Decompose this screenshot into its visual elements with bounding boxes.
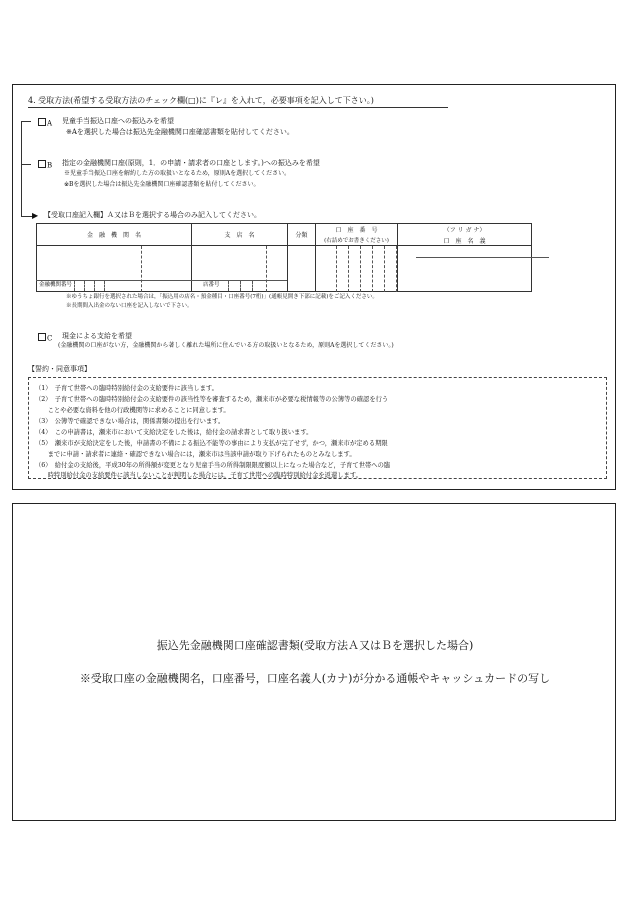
bank-name-header: 金 融 機 関 名 [37,224,192,246]
number-digit-divider [384,246,385,292]
number-digit-divider [372,246,373,292]
pledge-item: （1） 子育て世帯への臨時特別給付金の支給要件に該当します。 [35,385,218,392]
account-entry-title: 【受取口座記入欄】Ａ又はＢを選択する場合のみ記入してください。 [44,211,261,219]
account-holder-header [398,224,532,246]
branch-code-label: 店番号 [203,282,220,288]
branch-code-digit-divider [240,281,241,291]
option-a-row [38,118,52,128]
furigana-row-line [416,257,549,258]
bank-code-label: 金融機関番号 [39,282,73,288]
account-holder-label: 口 座 名 義 [443,237,486,245]
pledge-item: （4） この申請書は，瀬来市において支給決定をした後は，給付金の請求書として取り扱います。 [35,429,313,436]
pledge-item: 時特別給付金の支給要件に該当しないことが判明した場合には，子育て世帯への臨時特別給付金を返還します。 [35,472,362,479]
option-c-checkbox[interactable] [38,333,46,341]
option-b-checkbox[interactable] [38,160,46,168]
option-b-row [38,160,52,170]
pledge-box [28,377,607,479]
attachment-instructions: ※受取口座の金融機関名，口座番号，口座名義人(カナ)が分かる通帳やキャッシュカードの写し [79,672,551,685]
bank-code-digit-divider [94,281,95,291]
option-a-label: A [47,119,53,128]
option-c-note: (金融機関の口座がない方，金融機関から著しく離れた場所に住んでいる方の取扱いとなるため，原則Aを選択してください。) [58,342,394,349]
branch-field-divider [266,246,267,292]
option-b-note-1: ※児童手当振込口座を解約した方の取扱いとなるため，原則Aを選択してください。 [64,170,291,177]
branch-code-digit-divider [228,281,229,291]
pledge-item: （3） 公簿等で確認できない場合は，関係書類の提出を行います。 [35,418,225,425]
account-number-header-label: 口 座 番 号 [335,227,378,234]
option-c-title: 現金による支給を希望 [62,332,132,340]
number-digit-divider [336,246,337,292]
branch-name-header: 支 店 名 [192,224,288,246]
option-a-title: 児童手当振込口座への振込みを希望 [62,117,174,125]
account-type-field[interactable] [288,246,316,292]
account-note-2: ※長期間入出金のない口座を記入しないで下さい。 [66,303,193,309]
option-b-title: 指定の金融機関口座(原則，1．の申請・請求者の口座とします。)への振込みを希望 [62,159,320,167]
pledge-item: ことや必要な資料を他の行政機関等に求めることに同意します。 [35,407,230,414]
bracket-tick-a [21,121,31,122]
option-a-checkbox[interactable] [38,118,46,126]
pledge-item: までに申請・請求者に連絡・確認できない場合には，瀬来市は当該申請が取り下げられたものとみなします。 [35,451,356,458]
number-digit-divider [348,246,349,292]
option-b-label: B [47,161,53,170]
account-number-field[interactable] [316,246,398,292]
arrow-right-icon: ▶ [32,211,39,220]
bank-code-digit-divider [104,281,105,291]
number-digit-divider [396,246,397,292]
pledge-item: （2） 子育て世帯への臨時特別給付金の支給要件の該当性等を審査するため，瀬来市が必要な税情報等の公簿等の確認を行う [35,396,389,403]
branch-code-digit-divider [252,281,253,291]
option-c-label: C [47,334,53,343]
bank-field-divider [141,246,142,292]
option-c-row [38,333,52,343]
attachment-area[interactable] [12,503,616,821]
option-b-note-2: ※Bを選択した場合は振込先金融機関口座確認書類を貼付してください。 [64,181,260,188]
heading-underline [28,107,448,108]
account-note-1: ※ゆうちょ銀行を選択された場合は，「振込用の店名・預金種目・口座番号(7桁)」(通帳見開き下部に記載)をご記入ください。 [66,294,378,300]
pledge-title: 【誓約・同意事項】 [28,365,91,373]
option-a-note: ※Aを選択した場合は振込先金融機関口座確認書類を貼付してください。 [66,128,294,136]
bank-code-digit-divider [84,281,85,291]
number-digit-divider [360,246,361,292]
pledge-item: （6） 給付金の支給後，平成30年の所得額が変更となり児童手当の所得制限限度額以上になった場合など，子育て世帯への臨 [35,462,391,469]
attachment-title: 振込先金融機関口座確認書類(受取方法Ａ又はＢを選択した場合) [156,639,474,652]
account-number-header [316,224,398,246]
section-heading: 4. 受取方法(希望する受取方法のチェック欄(□)に『レ』を入れて，必要事項を記入して下さい。) [28,96,374,105]
bracket-line [21,121,22,217]
pledge-item: （5） 瀬来市が支給決定をした後，申請書の不備による振込不能等の事由により支払が完了せず，かつ，瀬来市が定める期限 [35,440,388,447]
furigana-label: （フ リ ガ ナ） [443,226,486,234]
account-type-header: 分類 [288,224,316,246]
account-number-header-sub: (右詰めでお書きください) [324,238,389,244]
account-holder-field[interactable] [398,246,532,292]
bracket-tick-b [21,164,31,165]
bank-code-digit-divider [74,281,75,291]
